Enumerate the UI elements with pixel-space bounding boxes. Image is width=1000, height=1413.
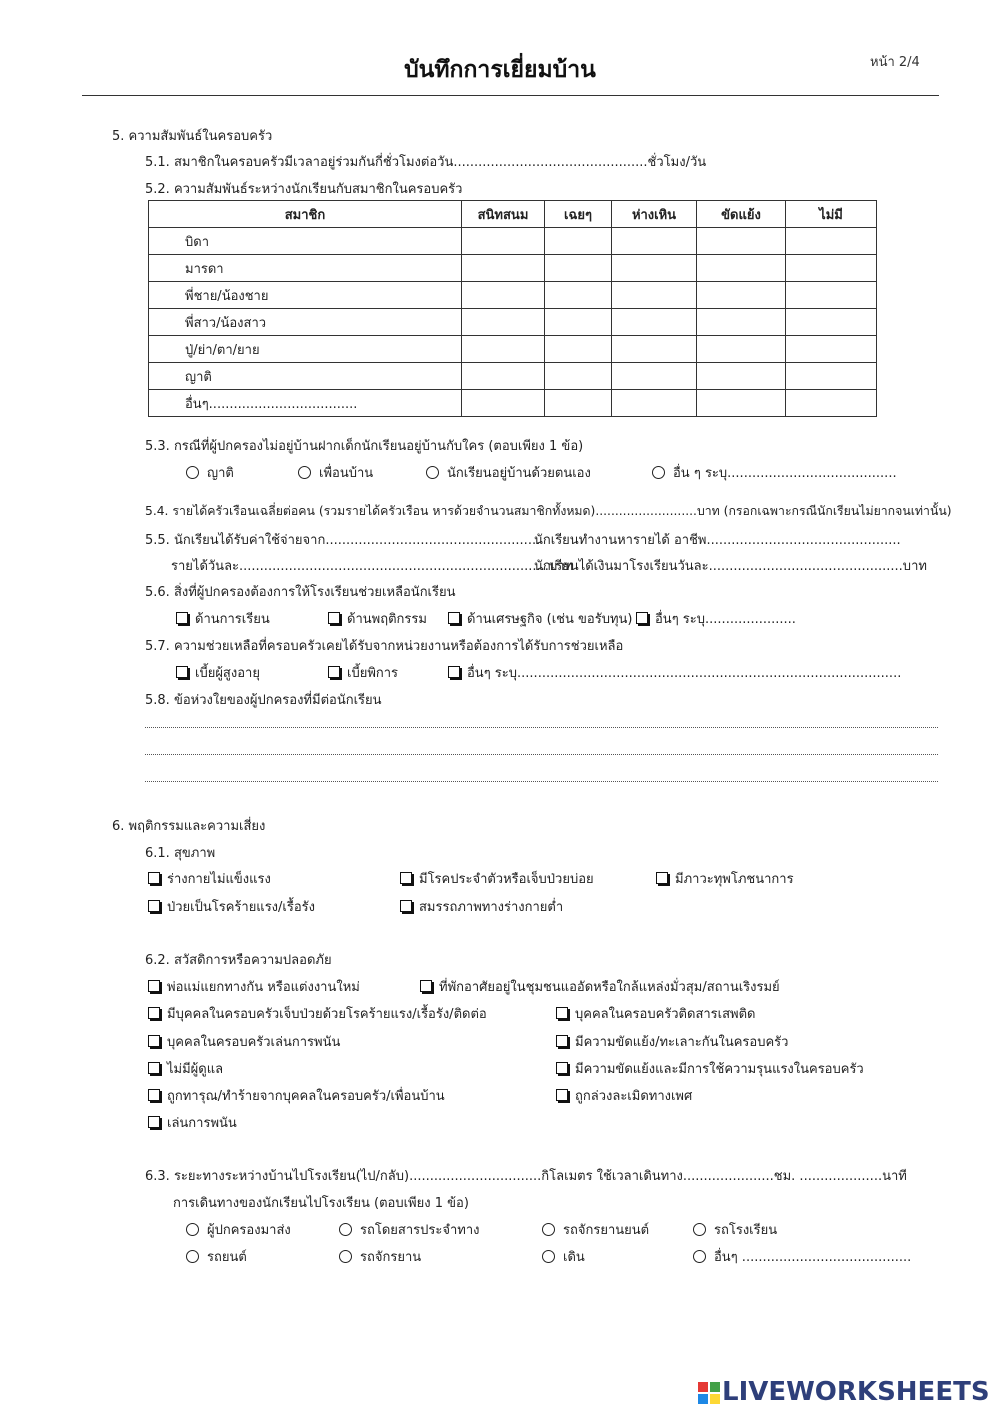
option-no-caregiver[interactable] (148, 1058, 223, 1079)
question-6-3: 6.3. ระยะทางระหว่างบ้านไปโรงเรียน(ไป/กลับ)................................กิโลเมตร ใช้เวลาเดินทาง......................ชม. ....................นาที (145, 1169, 907, 1184)
option-label: นักเรียนอยู่บ้านด้วยตนเอง (447, 466, 591, 481)
option-abused[interactable] (148, 1085, 445, 1106)
option-low-fitness[interactable] (400, 896, 563, 917)
answer-cell[interactable] (786, 363, 877, 390)
option-label: อื่นๆ ......................................... (714, 1250, 912, 1265)
member-cell: ปู่/ย่า/ตา/ยาย (149, 336, 462, 363)
radio-icon (652, 466, 665, 479)
option-label: ร่างกายไม่แข็งแรง (167, 872, 271, 887)
answer-cell[interactable] (545, 282, 612, 309)
answer-cell[interactable] (786, 309, 877, 336)
answer-cell[interactable] (697, 390, 786, 417)
answer-line[interactable] (145, 781, 938, 782)
option-label: เบี้ยผู้สูงอายุ (195, 666, 260, 681)
checkbox-icon (448, 666, 460, 678)
table-row (149, 363, 877, 390)
option-family-gambling[interactable] (148, 1031, 340, 1052)
option-label: เพื่อนบ้าน (319, 466, 374, 481)
option-label: มีความขัดแย้ง/ทะเลาะกันในครอบครัว (575, 1035, 789, 1050)
radio-icon (542, 1250, 555, 1263)
option-label: ด้านเศรษฐกิจ (เช่น ขอรับทุน) (467, 612, 633, 627)
table-header: สนิทสนม (462, 201, 545, 228)
option-family-conflict[interactable] (556, 1031, 788, 1052)
checkbox-icon (556, 1007, 568, 1019)
radio-icon (298, 466, 311, 479)
checkbox-icon (556, 1089, 568, 1101)
option-label: ญาติ (207, 466, 234, 481)
answer-cell[interactable] (462, 390, 545, 417)
page-title: บันทึกการเยี่ยมบ้าน (404, 57, 596, 83)
table-header: ไม่มี (786, 201, 877, 228)
option-family-illness[interactable] (148, 1003, 487, 1024)
checkbox-icon (148, 1007, 160, 1019)
option-parent-drop[interactable] (186, 1219, 291, 1240)
answer-cell[interactable] (697, 336, 786, 363)
option-domestic-violence[interactable] (556, 1058, 864, 1079)
option-label: บุคคลในครอบครัวติดสารเสพติด (575, 1007, 756, 1022)
option-label: ถูกทารุณ/ทำร้ายจากบุคคลในครอบครัว/เพื่อนบ้าน (167, 1089, 445, 1104)
question-5-5-source: 5.5. นักเรียนได้รับค่าใช้จ่ายจาก.................................................... (145, 533, 541, 548)
checkbox-icon (420, 980, 432, 992)
option-motorcycle[interactable] (542, 1219, 649, 1240)
option-walk[interactable] (542, 1246, 585, 1267)
option-label: ผู้ปกครองมาส่ง (207, 1223, 291, 1238)
member-cell: ญาติ (149, 363, 462, 390)
option-label: เดิน (563, 1250, 585, 1265)
answer-cell[interactable] (612, 255, 697, 282)
option-label: บุคคลในครอบครัวเล่นการพนัน (167, 1035, 341, 1050)
option-gambling[interactable] (148, 1112, 237, 1133)
question-6-3-travel: การเดินทางของนักเรียนไปโรงเรียน (ตอบเพียง 1 ข้อ) (173, 1196, 469, 1211)
option-parents-separated[interactable] (148, 976, 360, 997)
answer-cell[interactable] (612, 363, 697, 390)
answer-cell[interactable] (545, 336, 612, 363)
answer-cell[interactable] (462, 282, 545, 309)
page-number: หน้า 2/4 (870, 55, 920, 70)
answer-cell[interactable] (697, 309, 786, 336)
question-5-3: 5.3. กรณีที่ผู้ปกครองไม่อยู่บ้านฝากเด็กนักเรียนอยู่บ้านกับใคร (ตอบเพียง 1 ข้อ) (145, 439, 584, 454)
option-elderly[interactable] (176, 662, 260, 683)
table-header: สมาชิก (149, 201, 462, 228)
option-serious-disease[interactable] (148, 896, 315, 917)
question-5-8: 5.8. ข้อห่วงใยของผู้ปกครองที่มีต่อนักเรียน (145, 693, 382, 708)
option-car[interactable] (186, 1246, 247, 1267)
checkbox-icon (328, 612, 340, 624)
checkbox-icon (148, 1062, 160, 1074)
radio-icon (693, 1250, 706, 1263)
checkbox-icon (400, 900, 412, 912)
option-label: พ่อแม่แยกทางกัน หรือแต่งงานใหม่ (167, 980, 360, 995)
answer-cell[interactable] (612, 228, 697, 255)
radio-icon (693, 1223, 706, 1236)
checkbox-icon (148, 1116, 160, 1128)
answer-cell[interactable] (786, 255, 877, 282)
header-divider (82, 95, 939, 96)
question-5-1: 5.1. สมาชิกในครอบครัวมีเวลาอยู่ร่วมกันกี่ชั่วโมงต่อวัน...............................................ชั่วโมง/วัน (145, 155, 707, 170)
option-label: ถูกล่วงละเมิดทางเพศ (575, 1089, 693, 1104)
answer-cell[interactable] (697, 255, 786, 282)
option-label: อื่นๆ ระบุ............................................................................................. (467, 666, 902, 681)
section-5-heading: 5. ความสัมพันธ์ในครอบครัว (112, 129, 273, 144)
question-5-5-job: นักเรียนทำงานหารายได้ อาชีพ............................................... (534, 533, 901, 548)
option-label: รถจักรยาน (360, 1250, 422, 1265)
family-relation-table (148, 200, 877, 417)
member-cell: บิดา (149, 228, 462, 255)
table-header: ขัดแย้ง (697, 201, 786, 228)
option-neighbor[interactable] (298, 462, 373, 483)
answer-cell[interactable] (462, 336, 545, 363)
answer-cell[interactable] (462, 255, 545, 282)
question-5-5-allowance: นักเรียนได้เงินมาโรงเรียนวันละ...............................................บาท (534, 559, 927, 574)
option-label: ป่วยเป็นโรคร้ายแรง/เรื้อรัง (167, 900, 315, 915)
question-5-2: 5.2. ความสัมพันธ์ระหว่างนักเรียนกับสมาชิกในครอบครัว (145, 182, 463, 197)
option-other-help[interactable] (636, 608, 796, 629)
checkbox-icon (176, 666, 188, 678)
radio-icon (542, 1223, 555, 1236)
option-label: รถโรงเรียน (714, 1223, 778, 1238)
option-other-aid[interactable] (448, 662, 901, 683)
radio-icon (339, 1250, 352, 1263)
answer-cell[interactable] (786, 336, 877, 363)
option-family-drugs[interactable] (556, 1003, 756, 1024)
member-cell: มารดา (149, 255, 462, 282)
checkbox-icon (328, 666, 340, 678)
checkbox-icon (656, 872, 668, 884)
answer-cell[interactable] (697, 282, 786, 309)
question-5-4: 5.4. รายได้ครัวเรือนเฉลี่ยต่อคน (รวมรายได้ครัวเรือน หารด้วยจำนวนสมาชิกทั้งหมด)..........................บาท (กรอกเฉพาะกรณีนักเรียนไม่ยากจนเท่านั้น) (145, 504, 952, 518)
member-cell: พี่ชาย/น้องชาย (149, 282, 462, 309)
checkbox-icon (148, 1089, 160, 1101)
radio-icon (426, 466, 439, 479)
option-label: ที่พักอาศัยอยู่ในชุมชนแออัดหรือใกล้แหล่งมั่วสุม/สถานเริงรมย์ (439, 980, 780, 995)
table-row (149, 255, 877, 282)
answer-cell[interactable] (462, 363, 545, 390)
option-label: มีภาวะทุพโภชนาการ (675, 872, 794, 887)
option-behavior[interactable] (328, 608, 427, 629)
table-row (149, 228, 877, 255)
checkbox-icon (556, 1035, 568, 1047)
answer-cell[interactable] (462, 309, 545, 336)
member-cell: อื่นๆ.................................... (149, 390, 462, 417)
answer-cell[interactable] (786, 228, 877, 255)
option-weak-body[interactable] (148, 868, 271, 889)
checkbox-icon (448, 612, 460, 624)
answer-cell[interactable] (612, 282, 697, 309)
option-relative[interactable] (186, 462, 234, 483)
option-label: รถโดยสารประจำทาง (360, 1223, 480, 1238)
answer-cell[interactable] (462, 228, 545, 255)
option-study[interactable] (176, 608, 270, 629)
answer-line[interactable] (145, 727, 938, 728)
radio-icon (186, 1223, 199, 1236)
answer-cell[interactable] (697, 228, 786, 255)
answer-cell[interactable] (545, 228, 612, 255)
checkbox-icon (400, 872, 412, 884)
checkbox-icon (176, 612, 188, 624)
table-row (149, 390, 877, 417)
answer-cell[interactable] (545, 390, 612, 417)
question-5-6: 5.6. สิ่งที่ผู้ปกครองต้องการให้โรงเรียนช่วยเหลือนักเรียน (145, 585, 456, 600)
answer-cell[interactable] (545, 309, 612, 336)
checkbox-icon (148, 900, 160, 912)
checkbox-icon (148, 1035, 160, 1047)
liveworksheets-logo[interactable]: LIVEWORKSHEETS (722, 1377, 990, 1407)
question-5-7: 5.7. ความช่วยเหลือที่ครอบครัวเคยได้รับจากหน่วยงานหรือต้องการได้รับการช่วยเหลือ (145, 639, 624, 654)
option-bicycle[interactable] (339, 1246, 421, 1267)
option-school-bus[interactable] (693, 1219, 777, 1240)
option-other[interactable] (652, 462, 897, 483)
option-malnutrition[interactable] (656, 868, 794, 889)
table-row (149, 309, 877, 336)
option-other-travel[interactable] (693, 1246, 911, 1267)
answer-cell[interactable] (545, 255, 612, 282)
radio-icon (186, 466, 199, 479)
table-header-row (149, 201, 877, 228)
option-self[interactable] (426, 462, 591, 483)
option-chronic-illness[interactable] (400, 868, 594, 889)
option-label: ด้านการเรียน (195, 612, 270, 627)
option-bus[interactable] (339, 1219, 479, 1240)
checkbox-icon (148, 980, 160, 992)
checkbox-icon (636, 612, 648, 624)
radio-icon (186, 1250, 199, 1263)
option-label: รถยนต์ (207, 1250, 247, 1265)
radio-icon (339, 1223, 352, 1236)
checkbox-icon (556, 1062, 568, 1074)
question-6-1: 6.1. สุขภาพ (145, 846, 216, 861)
option-sexual-abuse[interactable] (556, 1085, 692, 1106)
option-label: เล่นการพนัน (167, 1116, 237, 1131)
liveworksheets-logo-icon (698, 1382, 720, 1404)
answer-cell[interactable] (612, 390, 697, 417)
table-row (149, 282, 877, 309)
option-label: อื่น ๆ ระบุ......................................... (673, 466, 897, 481)
option-label: ไม่มีผู้ดูแล (167, 1062, 224, 1077)
answer-cell[interactable] (612, 336, 697, 363)
option-label: มีโรคประจำตัวหรือเจ็บป่วยบ่อย (419, 872, 594, 887)
answer-cell[interactable] (612, 309, 697, 336)
option-label: รถจักรยานยนต์ (563, 1223, 650, 1238)
option-disability[interactable] (328, 662, 398, 683)
answer-cell[interactable] (786, 390, 877, 417)
question-6-2: 6.2. สวัสดิการหรือความปลอดภัย (145, 953, 332, 968)
option-label: เบี้ยพิการ (347, 666, 399, 681)
option-crowded-community[interactable] (420, 976, 780, 997)
table-header: เฉยๆ (545, 201, 612, 228)
option-economy[interactable] (448, 608, 632, 629)
checkbox-icon (148, 872, 160, 884)
answer-cell[interactable] (545, 363, 612, 390)
section-6-heading: 6. พฤติกรรมและความเสี่ยง (112, 819, 266, 834)
option-label: มีบุคคลในครอบครัวเจ็บป่วยด้วยโรคร้ายแรง/เรื้อรัง/ติดต่อ (167, 1007, 487, 1022)
answer-cell[interactable] (697, 363, 786, 390)
member-cell: พี่สาว/น้องสาว (149, 309, 462, 336)
answer-line[interactable] (145, 754, 938, 755)
option-label: สมรรถภาพทางร่างกายต่ำ (419, 900, 564, 915)
option-label: ด้านพฤติกรรม (347, 612, 427, 627)
table-row (149, 336, 877, 363)
option-label: อื่นๆ ระบุ...................... (655, 612, 796, 627)
table-header: ห่างเหิน (612, 201, 697, 228)
question-5-5-income: รายได้วันละ...........................................................................บาท (171, 559, 574, 574)
answer-cell[interactable] (786, 282, 877, 309)
option-label: มีความขัดแย้งและมีการใช้ความรุนแรงในครอบครัว (575, 1062, 864, 1077)
